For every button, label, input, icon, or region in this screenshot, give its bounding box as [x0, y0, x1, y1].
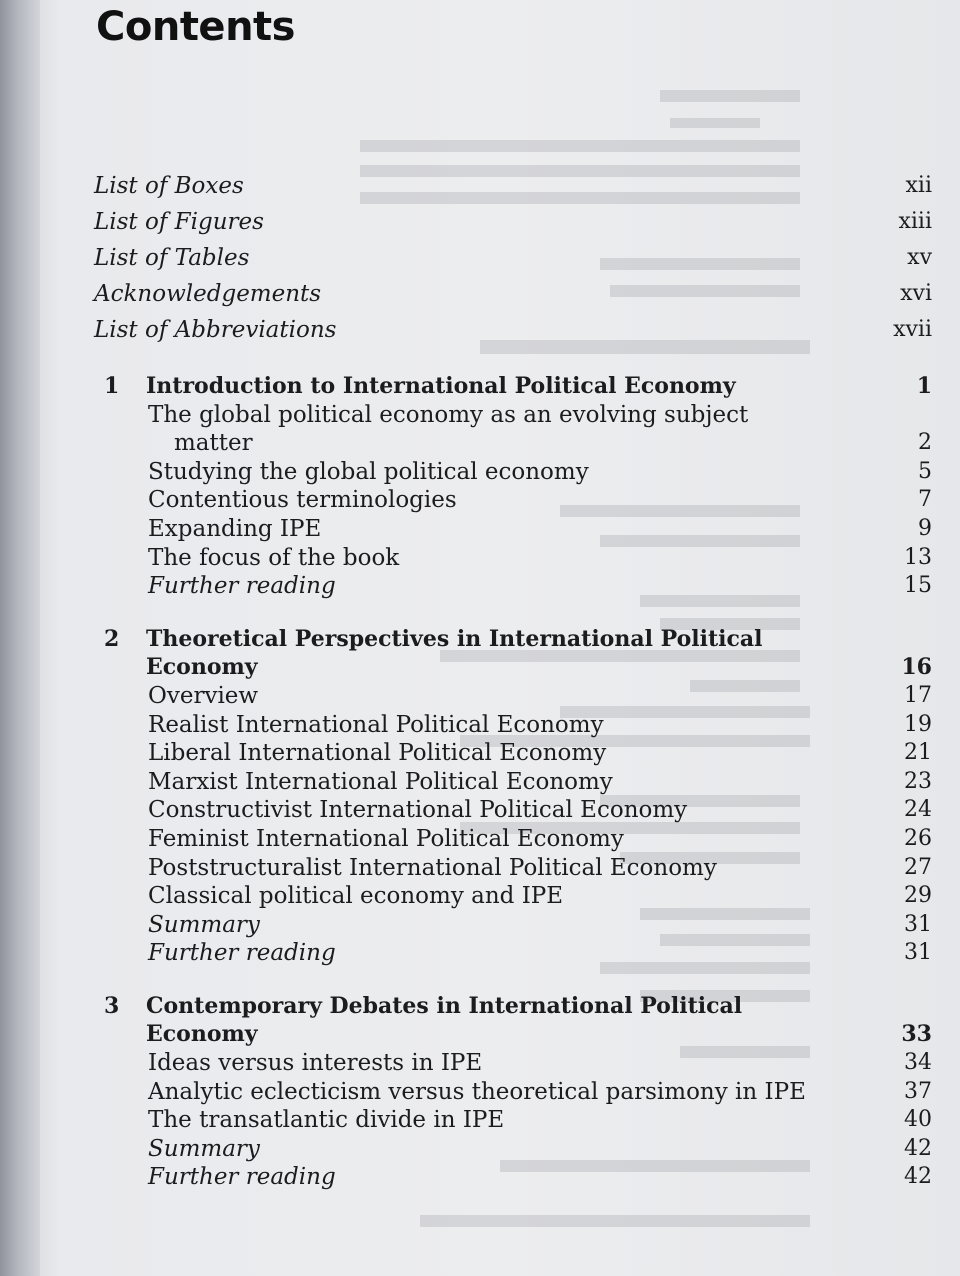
section-entry: [94, 882, 932, 911]
page-number: xiii: [898, 209, 932, 234]
page-number: 16: [901, 654, 932, 681]
section-title: Ideas versus interests in IPE: [148, 1050, 483, 1077]
page-number: 7: [918, 487, 932, 513]
section-title: Constructivist International Political Economy: [148, 797, 688, 824]
section-title: Analytic eclecticism versus theoretical parsimony in IPE: [148, 1078, 806, 1105]
page-number: xvi: [900, 281, 932, 306]
section-title: Classical political economy and IPE: [148, 883, 564, 910]
section-title: Contentious terminologies: [148, 487, 457, 514]
page-number: xv: [907, 245, 932, 270]
page-number: 9: [918, 515, 932, 541]
page-number: 34: [904, 1050, 932, 1076]
page-number: 24: [904, 797, 932, 823]
section-entry: [94, 739, 932, 768]
page-number: 42: [904, 1164, 932, 1190]
entry-label: List of Tables: [94, 245, 250, 271]
chapter-heading: [94, 372, 932, 401]
page-title: Contents: [96, 4, 295, 50]
chapter-title: Economy: [146, 654, 258, 681]
section-entry: [94, 768, 932, 797]
chapter-title: Theoretical Perspectives in International Political: [146, 625, 763, 652]
section-entry: [94, 1049, 932, 1078]
page-number: xii: [905, 173, 932, 198]
toc-entry: [94, 312, 932, 348]
section-entry: [94, 711, 932, 740]
page-number: 31: [904, 911, 932, 937]
table-of-contents: [94, 168, 932, 1192]
chapter-heading: [94, 625, 832, 654]
section-entry: [94, 486, 932, 515]
section-entry: [94, 854, 932, 883]
book-spine-shadow: [0, 0, 40, 1276]
chapter-number: 1: [104, 373, 120, 399]
section-title: Feminist International Political Economy: [148, 825, 624, 852]
chapter-title: Contemporary Debates in International Political: [146, 992, 743, 1019]
toc-entry: [94, 240, 932, 276]
section-entry: [94, 911, 932, 940]
section-title: matter: [174, 430, 253, 457]
section-entry: [94, 939, 932, 968]
section-entry: [94, 1135, 932, 1164]
section-entry-continued: [94, 429, 932, 458]
section-title: Liberal International Political Economy: [148, 740, 607, 767]
page-number: 13: [904, 544, 932, 570]
chapter-heading-continued: [94, 1020, 932, 1049]
page-number: 33: [901, 1021, 932, 1048]
page-number: 31: [904, 940, 932, 966]
page-number: 42: [904, 1135, 932, 1161]
page-number: 40: [904, 1107, 932, 1133]
page-number: 26: [904, 825, 932, 851]
section-entry: [94, 515, 932, 544]
chapter-spacer: [94, 968, 832, 992]
page-number: 5: [918, 458, 932, 484]
chapter-number: 3: [104, 992, 120, 1019]
section-title: Further reading: [148, 940, 336, 967]
section-title: Further reading: [148, 573, 336, 600]
chapter-spacer: [94, 601, 832, 625]
section-title: Studying the global political economy: [148, 458, 589, 485]
section-title: The transatlantic divide in IPE: [148, 1107, 505, 1134]
page-number: 21: [904, 740, 932, 766]
page-number: 37: [904, 1078, 932, 1104]
section-entry: [94, 401, 832, 430]
page-number: 1: [916, 373, 932, 399]
entry-label: List of Boxes: [94, 173, 244, 199]
section-title: The focus of the book: [148, 544, 400, 571]
section-entry: [94, 458, 932, 487]
page-number: 29: [904, 883, 932, 909]
section-entry: [94, 572, 932, 601]
page-number: 2: [918, 430, 932, 456]
chapter-title: Introduction to International Political Economy: [146, 373, 736, 399]
section-title: Expanding IPE: [148, 515, 322, 542]
section-title: The global political economy as an evolving subject: [148, 401, 749, 428]
chapter-number: 2: [104, 625, 120, 652]
page-number: 15: [904, 573, 932, 599]
chapter-list: [94, 348, 932, 1192]
section-entry: [94, 1163, 932, 1192]
chapter-title: Economy: [146, 1021, 258, 1048]
section-title: Poststructuralist International Political Economy: [148, 854, 717, 881]
chapter-heading-continued: [94, 653, 932, 682]
toc-entry: [94, 168, 932, 204]
page-number: 17: [904, 682, 932, 708]
section-entry: [94, 796, 932, 825]
section-entry: [94, 1106, 932, 1135]
chapter-heading: [94, 992, 832, 1021]
section-title: Summary: [148, 1135, 260, 1162]
section-title: Further reading: [148, 1164, 336, 1191]
section-entry: [94, 825, 932, 854]
section-entry: [94, 544, 932, 573]
page-number: 23: [904, 768, 932, 794]
chapter-spacer: [94, 348, 832, 372]
toc-entry: [94, 276, 932, 312]
section-title: Summary: [148, 911, 260, 938]
entry-label: List of Abbreviations: [94, 317, 337, 343]
entry-label: Acknowledgements: [94, 281, 322, 307]
entry-label: List of Figures: [94, 209, 264, 235]
page-number: 27: [904, 854, 932, 880]
toc-entry: [94, 204, 932, 240]
section-title: Overview: [148, 682, 259, 709]
page-number: xvii: [893, 317, 932, 342]
section-title: Marxist International Political Economy: [148, 768, 613, 795]
section-title: Realist International Political Economy: [148, 711, 604, 738]
section-entry: [94, 682, 932, 711]
page-number: 19: [904, 711, 932, 737]
section-entry: [94, 1078, 932, 1107]
